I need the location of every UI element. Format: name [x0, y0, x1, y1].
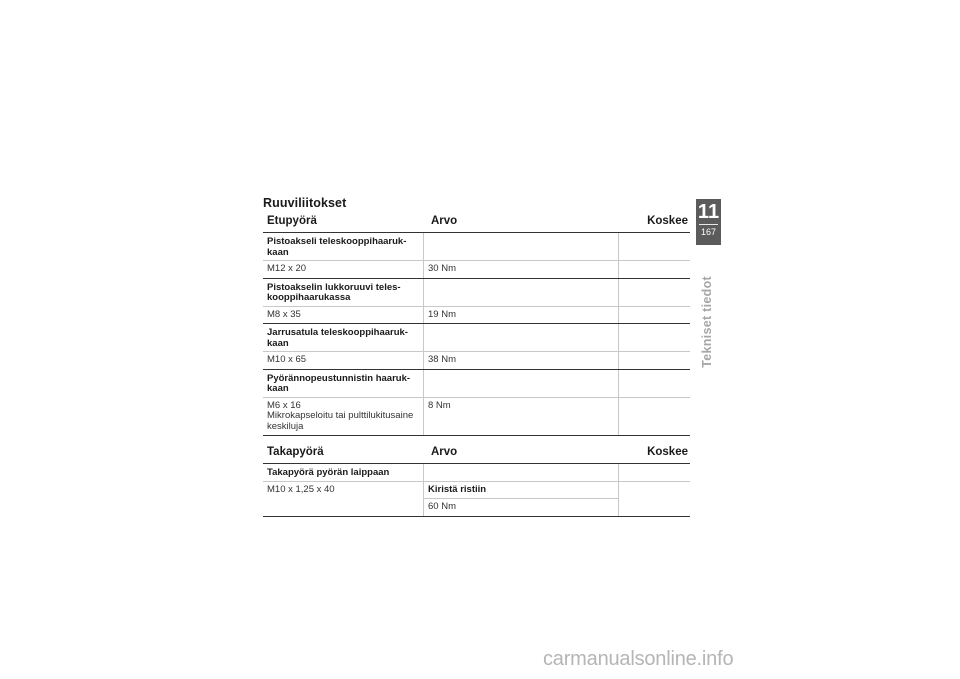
item-name: Pistoakselin lukkoruuvi teles-kooppihaarukassa: [267, 281, 401, 303]
item-spec: M6 x 16: [267, 399, 301, 411]
item-value: 60 Nm: [428, 501, 456, 512]
item-name: Pistoakseli teleskooppihaaruk-kaan: [267, 236, 407, 258]
chapter-tab: [696, 199, 721, 245]
item-name: Jarrusatula teleskooppihaaruk-kaan: [267, 327, 408, 349]
item-note-2: keskiluja: [267, 420, 304, 432]
rear-header-item: Takapyörä: [267, 446, 324, 458]
item-value: 30 Nm: [423, 261, 618, 278]
item-instruction: Kiristä ristiin: [424, 482, 618, 500]
item-spec: M10 x 1,25 x 40: [267, 483, 335, 495]
torque-spec-table: [263, 210, 690, 517]
rear-header-applies: Koskee: [647, 446, 688, 458]
table-row: [263, 307, 690, 325]
section-title: Ruuviliitokset: [263, 196, 347, 210]
item-value: 8 Nm: [423, 398, 618, 436]
front-header-item: Etupyörä: [267, 215, 317, 227]
page-number: 167: [700, 227, 717, 237]
table-row: [263, 279, 690, 307]
front-wheel-header: [263, 210, 690, 233]
item-value: 19 Nm: [423, 307, 618, 324]
table-row: [263, 464, 690, 482]
table-row: [263, 482, 690, 517]
item-value: 38 Nm: [423, 352, 618, 369]
table-row: [263, 370, 690, 398]
table-row: [263, 352, 690, 370]
item-spec: M8 x 35: [267, 308, 301, 320]
chapter-number: 11: [697, 201, 720, 223]
item-note: Mikrokapseloitu tai pulttilukitusaine: [267, 410, 414, 421]
item-spec: M10 x 65: [267, 354, 307, 365]
rear-header-value: Arvo: [431, 446, 458, 458]
front-header-applies: Koskee: [647, 215, 688, 227]
table-row: [263, 398, 690, 437]
rear-wheel-header: [263, 436, 690, 464]
item-name: Pyörännopeustunnistin haaruk-kaan: [267, 372, 411, 394]
table-row: [263, 261, 690, 279]
item-spec: M12 x 20: [267, 263, 307, 274]
chapter-title: Tekniset tiedot: [700, 276, 714, 368]
table-row: [263, 233, 690, 261]
watermark: carmanualsonline.info: [543, 648, 734, 670]
front-header-value: Arvo: [431, 215, 458, 227]
table-row: [263, 324, 690, 352]
item-name: Takapyörä pyörän laippaan: [267, 467, 390, 478]
